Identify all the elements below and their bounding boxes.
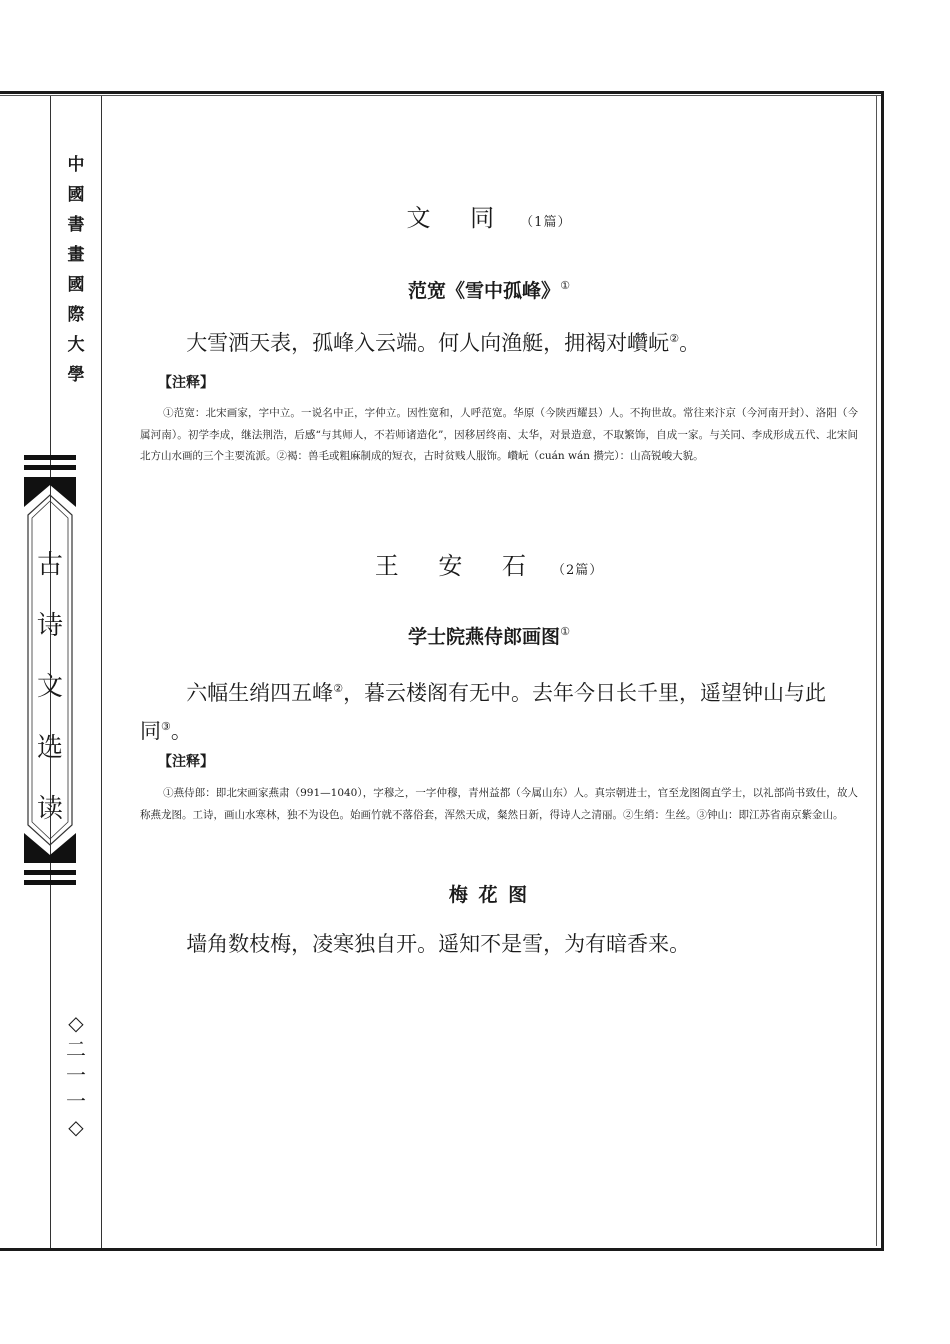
series-title-char: 國 [67,275,85,295]
footnote-mark: ③ [161,720,171,733]
section-tab-char: 古 [36,550,63,580]
tab-bar [24,870,76,875]
series-title-char: 大 [67,335,85,355]
poem-line: 大雪洒天表，孤峰入云端。何人向渔艇，拥褐对巑岏 [186,331,670,355]
series-title-char: 國 [67,185,85,205]
page-number-char: ◇ [68,1011,84,1035]
poem-count: （2篇） [551,563,604,578]
notes-heading: 【注释】 [158,375,214,391]
section-tab-char: 诗 [36,611,63,641]
series-title-char: 中 [67,155,85,175]
tab-bar [24,465,76,470]
footnote-mark: ② [669,332,680,345]
footnote-mark: ① [560,279,570,292]
footnote-mark: ② [333,682,344,695]
poem-count: （1篇） [520,215,572,230]
section-tab-char: 文 [36,672,63,702]
series-title-char: 畫 [67,245,85,265]
series-title [52,150,100,390]
poem-text [140,672,840,748]
notes-text: ①范宽：北宋画家，字中立。一说名中正，字仲立。因性宽和，人呼范宽。华原（今陕西耀县）人。不拘世故。常往来汴京（今河南开封）、洛阳（今属河南）。初学李成，继法荆浩，后感“与其师人，不若师诸造化”，因移居终南、太华，对景造意，不取繁饰，自成一家。与关同、李成形成五代、北宋间北方山水画的三个主要流派。②褐：兽毛或粗麻制成的短衣，古时贫贱人服饰。巑岏（cuán wán 攒完）：山高锐峻大貌。 [140,407,858,462]
author-heading [102,198,876,233]
footnote-mark: ① [560,625,570,638]
page-frame-top [0,91,884,94]
page-number-char: 一 [66,1063,86,1087]
page-frame-bottom [0,1248,884,1251]
poem-line: ，暮云楼阁有无中。去年今日长千里，遥望钟山与此同 [140,681,827,743]
notes-text: ①燕侍郎：即北宋画家燕肃（991—1040），字穆之，一字仲穆，青州益都（今属山东）人。真宗朝进士，官至龙图阁直学士，以礼部尚书致仕，故人称燕龙图。工诗，画山水寒林，独不为设色。始画竹就不落俗套，浑然天成，粲然日新，得诗人之清丽。②生绡：生丝。③钟山：即江苏省南京紫金山。 [140,787,858,821]
poem-title-text: 范宽《雪中孤峰》 [408,280,561,302]
section-tab-char: 选 [36,733,63,763]
poem-title [102,622,876,649]
author-heading [102,546,876,581]
series-title-char: 際 [67,305,85,325]
poem-title [102,276,876,303]
tab-bar [24,455,76,460]
poem-title: 梅 花 图 [448,884,530,906]
page-frame-right [881,91,884,1251]
notes-heading: 【注释】 [158,754,214,770]
section-tab-char: 读 [36,794,63,824]
author-name: 王 安 石 [374,552,542,580]
series-title-char: 書 [67,215,85,235]
tab-bar [24,880,76,885]
poem-title-text: 学士院燕侍郎画图 [408,626,561,648]
poem-punct: 。 [679,331,701,355]
page-number [52,1010,100,1140]
poem-text [140,322,840,360]
page-number-char: ◇ [68,1115,84,1139]
poem-line: 六幅生绡四五峰 [186,681,334,705]
page-number-char: 一 [66,1089,86,1113]
page-frame-right-inner [876,96,877,1246]
poem-text: 墙角数枝梅，凌寒独自开。遥知不是雪，为有暗香来。 [186,932,691,956]
author-name: 文 同 [406,204,511,232]
page-frame-top-inner [0,95,884,96]
section-tab [18,455,82,885]
page-number-char: 二 [66,1037,86,1061]
sidebar-rule-right [101,96,102,1248]
poem-punct: 。 [170,719,192,743]
series-title-char: 學 [67,365,85,385]
